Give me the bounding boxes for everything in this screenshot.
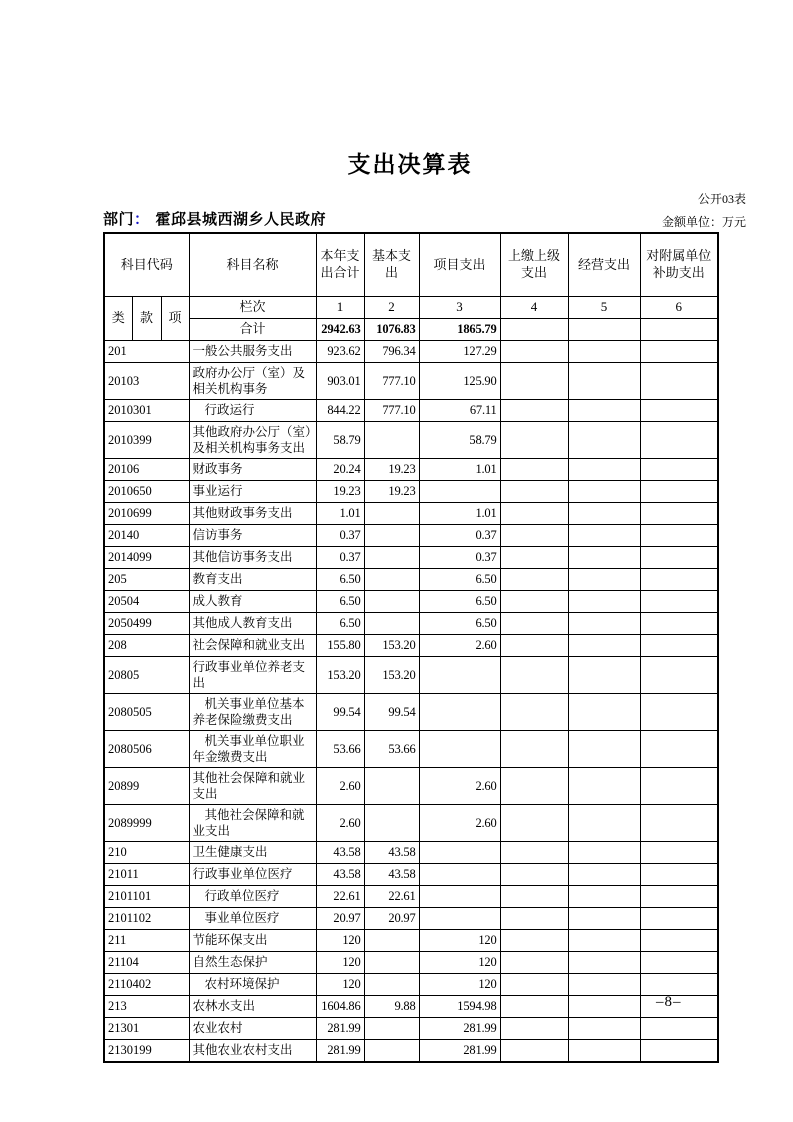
name-cell: 其他成人教育支出 [189,612,316,634]
value-cell [364,1017,419,1039]
value-cell [500,951,568,973]
value-cell: 19.23 [364,458,419,480]
value-cell [640,1039,718,1062]
value-cell [500,568,568,590]
value-cell [364,1039,419,1062]
content-area [103,0,746,1063]
value-cell: 120 [316,951,364,973]
table-row [104,951,718,973]
value-cell [500,362,568,399]
value-cell [640,973,718,995]
value-cell: 796.34 [364,340,419,362]
value-cell: 43.58 [364,841,419,863]
name-cell: 行政单位医疗 [189,885,316,907]
value-cell [500,885,568,907]
value-cell [500,421,568,458]
value-cell: 1604.86 [316,995,364,1017]
total-value-cell: 2942.63 [316,318,364,340]
value-cell: 777.10 [364,399,419,421]
name-cell: 其他信访事务支出 [189,546,316,568]
name-cell: 其他社会保障和就业支出 [189,767,316,804]
value-cell [419,656,500,693]
value-cell: 903.01 [316,362,364,399]
name-cell: 行政运行 [189,399,316,421]
value-cell: 53.66 [364,730,419,767]
value-cell [640,885,718,907]
value-cell: 2.60 [419,634,500,656]
name-cell: 行政事业单位医疗 [189,863,316,885]
header-row-total [104,318,718,340]
value-cell: 777.10 [364,362,419,399]
code-cell: 210 [104,841,189,863]
name-cell: 农林水支出 [189,995,316,1017]
value-cell: 153.20 [364,634,419,656]
value-cell [500,590,568,612]
table-row [104,767,718,804]
department-name: 霍邱县城西湖乡人民政府 [155,211,327,228]
value-cell: 6.50 [316,590,364,612]
value-cell [640,634,718,656]
name-cell: 其他政府办公厅（室）及相关机构事务支出 [189,421,316,458]
value-cell [640,568,718,590]
value-cell: 1.01 [419,502,500,524]
value-cell [568,885,640,907]
name-cell: 行政事业单位养老支出 [189,656,316,693]
code-cell: 20140 [104,524,189,546]
value-cell [500,480,568,502]
table-row [104,907,718,929]
name-cell: 其他财政事务支出 [189,502,316,524]
value-cell [568,656,640,693]
value-cell [364,804,419,841]
value-cell [568,1039,640,1062]
value-cell: 9.88 [364,995,419,1017]
table-row [104,590,718,612]
value-cell: 281.99 [316,1017,364,1039]
value-cell [500,863,568,885]
value-cell [500,656,568,693]
value-cell: 923.62 [316,340,364,362]
expenditure-table [103,232,719,1063]
value-cell [568,995,640,1017]
value-cell [568,863,640,885]
lanci-3: 3 [419,297,500,319]
value-cell: 1594.98 [419,995,500,1017]
name-cell: 事业单位医疗 [189,907,316,929]
value-cell: 6.50 [316,612,364,634]
value-cell [500,730,568,767]
table-row [104,612,718,634]
table-row [104,995,718,1017]
value-cell: 58.79 [316,421,364,458]
table-row [104,458,718,480]
value-cell [500,973,568,995]
value-cell [568,841,640,863]
value-cell [364,421,419,458]
code-cell: 20103 [104,362,189,399]
value-cell [568,421,640,458]
col-header-subject-name: 科目名称 [189,233,316,297]
value-cell: 6.50 [419,568,500,590]
value-cell: 43.58 [316,863,364,885]
code-cell: 205 [104,568,189,590]
col-header-project-expenditure: 项目支出 [419,233,500,297]
value-cell [640,458,718,480]
total-label: 合计 [189,318,316,340]
value-cell [640,863,718,885]
value-cell [568,590,640,612]
value-cell [500,804,568,841]
code-cell: 20504 [104,590,189,612]
code-cell: 20805 [104,656,189,693]
value-cell [364,767,419,804]
value-cell [568,973,640,995]
col-header-upturned-expenditure: 上缴上级支出 [500,233,568,297]
value-cell [640,340,718,362]
code-sub-header-item: 项 [161,297,189,341]
name-cell: 其他农业农村支出 [189,1039,316,1062]
total-value-cell: 1865.79 [419,318,500,340]
value-cell [568,929,640,951]
value-cell: 281.99 [419,1039,500,1062]
value-cell [364,568,419,590]
value-cell [500,907,568,929]
table-row [104,480,718,502]
table-row [104,634,718,656]
value-cell: 120 [419,973,500,995]
code-cell: 211 [104,929,189,951]
value-cell [500,340,568,362]
value-cell: 22.61 [316,885,364,907]
code-cell: 2101101 [104,885,189,907]
value-cell [640,524,718,546]
value-cell [419,863,500,885]
value-cell: 281.99 [316,1039,364,1062]
code-cell: 213 [104,995,189,1017]
lanci-label: 栏次 [189,297,316,319]
value-cell [640,612,718,634]
value-cell [500,458,568,480]
table-row [104,546,718,568]
name-cell: 节能环保支出 [189,929,316,951]
value-cell: 20.97 [316,907,364,929]
table-row [104,340,718,362]
code-cell: 2130199 [104,1039,189,1062]
department-line [103,208,326,229]
value-cell [568,546,640,568]
name-cell: 事业运行 [189,480,316,502]
value-cell [364,524,419,546]
table-row [104,524,718,546]
code-cell: 21104 [104,951,189,973]
value-cell [568,693,640,730]
code-cell: 2101102 [104,907,189,929]
name-cell: 一般公共服务支出 [189,340,316,362]
value-cell: 19.23 [364,480,419,502]
department-label: 部门 [103,211,135,228]
lanci-2: 2 [364,297,419,319]
lanci-4: 4 [500,297,568,319]
value-cell: 125.90 [419,362,500,399]
lanci-6: 6 [640,297,718,319]
code-cell: 2080505 [104,693,189,730]
value-cell: 6.50 [419,612,500,634]
code-cell: 20106 [104,458,189,480]
table-row [104,804,718,841]
name-cell: 农业农村 [189,1017,316,1039]
value-cell [640,656,718,693]
value-cell [419,730,500,767]
table-row [104,362,718,399]
code-cell: 2010301 [104,399,189,421]
value-cell [500,612,568,634]
name-cell: 卫生健康支出 [189,841,316,863]
code-cell: 2010699 [104,502,189,524]
value-cell: 0.37 [419,524,500,546]
value-cell [568,767,640,804]
value-cell [640,502,718,524]
value-cell [500,524,568,546]
value-cell: 120 [316,973,364,995]
value-cell [568,907,640,929]
value-cell [640,730,718,767]
value-cell: 58.79 [419,421,500,458]
code-cell: 20899 [104,767,189,804]
code-cell: 2010399 [104,421,189,458]
value-cell [364,546,419,568]
code-cell: 2110402 [104,973,189,995]
code-cell: 2080506 [104,730,189,767]
value-cell [500,767,568,804]
value-cell: 0.37 [419,546,500,568]
value-cell: 2.60 [419,804,500,841]
value-cell [568,362,640,399]
value-cell: 281.99 [419,1017,500,1039]
value-cell: 19.23 [316,480,364,502]
table-row [104,730,718,767]
value-cell [568,480,640,502]
lanci-5: 5 [568,297,640,319]
value-cell: 127.29 [419,340,500,362]
name-cell: 社会保障和就业支出 [189,634,316,656]
value-cell [568,1017,640,1039]
table-row [104,863,718,885]
code-cell: 21011 [104,863,189,885]
table-row [104,421,718,458]
value-cell [364,973,419,995]
code-cell: 2014099 [104,546,189,568]
table-row [104,885,718,907]
name-cell: 机关事业单位职业年金缴费支出 [189,730,316,767]
name-cell: 教育支出 [189,568,316,590]
value-cell [568,568,640,590]
value-cell: 0.37 [316,524,364,546]
total-value-cell [500,318,568,340]
table-row [104,929,718,951]
code-sub-header-section: 款 [132,297,161,341]
value-cell: 2.60 [316,767,364,804]
name-cell: 自然生态保护 [189,951,316,973]
lanci-1: 1 [316,297,364,319]
value-cell: 2.60 [316,804,364,841]
value-cell [500,1017,568,1039]
table-row [104,502,718,524]
value-cell: 120 [419,951,500,973]
value-cell [640,480,718,502]
value-cell [640,421,718,458]
table-body [104,340,718,1062]
value-cell [500,1039,568,1062]
value-cell: 20.97 [364,907,419,929]
name-cell: 财政事务 [189,458,316,480]
value-cell [640,399,718,421]
value-cell [419,693,500,730]
value-cell [568,458,640,480]
value-cell: 153.20 [364,656,419,693]
value-cell: 0.37 [316,546,364,568]
value-cell [364,929,419,951]
value-cell [500,546,568,568]
value-cell: 1.01 [419,458,500,480]
col-header-current-year-total: 本年支出合计 [316,233,364,297]
table-row [104,693,718,730]
value-cell: 43.58 [364,863,419,885]
value-cell [364,951,419,973]
unit-label: 金额单位：万元 [661,215,746,229]
value-cell [640,546,718,568]
value-cell: 2.60 [419,767,500,804]
value-cell [500,929,568,951]
table-row [104,1039,718,1062]
code-cell: 2089999 [104,804,189,841]
name-cell: 政府办公厅（室）及相关机构事务 [189,362,316,399]
value-cell [568,340,640,362]
value-cell [500,841,568,863]
value-cell: 120 [419,929,500,951]
value-cell: 99.54 [316,693,364,730]
total-value-cell [640,318,718,340]
value-cell [640,362,718,399]
page-title: 支出决算表 [347,151,473,177]
code-cell: 208 [104,634,189,656]
value-cell [364,590,419,612]
page-number: –8– [656,994,682,1010]
value-cell [640,841,718,863]
value-cell: 6.50 [419,590,500,612]
code-sub-header-class: 类 [104,297,132,341]
col-header-basic-expenditure: 基本支出 [364,233,419,297]
value-cell: 53.66 [316,730,364,767]
value-cell [568,399,640,421]
value-cell [500,634,568,656]
code-cell: 2050499 [104,612,189,634]
value-cell: 844.22 [316,399,364,421]
value-cell [500,995,568,1017]
name-cell: 农村环境保护 [189,973,316,995]
value-cell: 67.11 [419,399,500,421]
code-cell: 21301 [104,1017,189,1039]
value-cell [419,907,500,929]
value-cell [500,693,568,730]
value-cell [419,480,500,502]
name-cell: 成人教育 [189,590,316,612]
total-value-cell [568,318,640,340]
col-header-subsidy-expenditure: 对附属单位补助支出 [640,233,718,297]
value-cell [568,804,640,841]
value-cell: 22.61 [364,885,419,907]
value-cell: 99.54 [364,693,419,730]
value-cell: 155.80 [316,634,364,656]
value-cell: 43.58 [316,841,364,863]
value-cell [568,502,640,524]
value-cell: 6.50 [316,568,364,590]
value-cell [364,502,419,524]
value-cell [500,399,568,421]
table-row [104,1017,718,1039]
value-cell [568,951,640,973]
name-cell: 其他社会保障和就业支出 [189,804,316,841]
value-cell [640,590,718,612]
name-cell: 信访事务 [189,524,316,546]
value-cell: 1.01 [316,502,364,524]
col-header-subject-code: 科目代码 [104,233,189,297]
code-cell: 2010650 [104,480,189,502]
value-cell: 120 [316,929,364,951]
value-cell [640,804,718,841]
code-cell: 201 [104,340,189,362]
value-cell [568,730,640,767]
table-row [104,656,718,693]
table-row [104,973,718,995]
value-cell [640,693,718,730]
form-number: 公开03表 [697,192,746,206]
value-cell [640,929,718,951]
value-cell: 153.20 [316,656,364,693]
value-cell [640,1017,718,1039]
value-cell [568,612,640,634]
value-cell [568,524,640,546]
col-header-operating-expenditure: 经营支出 [568,233,640,297]
table-row [104,399,718,421]
table-row [104,568,718,590]
header-row-main [104,233,718,297]
total-value-cell: 1076.83 [364,318,419,340]
table-row [104,841,718,863]
department-colon: ： [134,211,150,228]
value-cell [640,767,718,804]
value-cell [640,907,718,929]
value-cell [419,885,500,907]
value-cell [419,841,500,863]
header-row-lanci [104,297,718,319]
value-cell [640,951,718,973]
name-cell: 机关事业单位基本养老保险缴费支出 [189,693,316,730]
value-cell [364,612,419,634]
value-cell [500,502,568,524]
value-cell: 20.24 [316,458,364,480]
meta-line [103,208,746,229]
value-cell [568,634,640,656]
